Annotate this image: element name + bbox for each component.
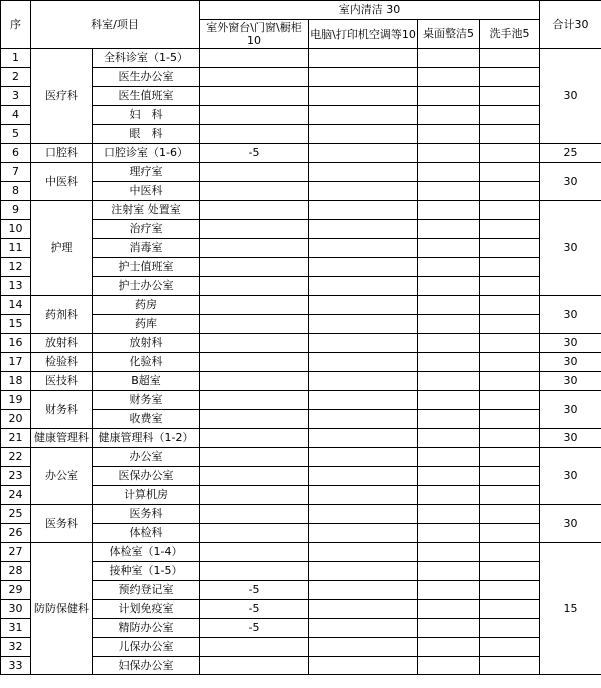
dept-medaffairs: 医务科 [31,505,93,543]
score-cell [480,372,540,391]
row-number: 24 [1,486,31,505]
score-cell [309,239,418,258]
score-cell [200,410,309,429]
score-cell [309,486,418,505]
score-cell [200,296,309,315]
score-cell [200,524,309,543]
score-cell [309,182,418,201]
room-name: 中医科 [93,182,200,201]
score-cell [480,144,540,163]
score-cell [418,391,480,410]
room-name: 儿保办公室 [93,638,200,657]
score-cell [200,87,309,106]
score-cell [309,277,418,296]
row-number: 5 [1,125,31,144]
row-number: 15 [1,315,31,334]
room-name: 收费室 [93,410,200,429]
score-cell [418,277,480,296]
total-medical: 30 [540,49,601,144]
total-prevention: 15 [540,543,601,675]
total-lab: 30 [540,353,601,372]
score-cell [418,524,480,543]
score-cell [309,638,418,657]
dept-prevention: 防防保健科 [31,543,93,675]
row-number: 8 [1,182,31,201]
row-number: 18 [1,372,31,391]
room-name: 医生值班室 [93,87,200,106]
row-number: 4 [1,106,31,125]
row-number: 14 [1,296,31,315]
score-cell [418,163,480,182]
score-cell [309,410,418,429]
score-cell [480,315,540,334]
score-cell [200,562,309,581]
score-cell [418,467,480,486]
score-cell [418,315,480,334]
score-cell [200,657,309,675]
score-cell [480,49,540,68]
score-cell [309,657,418,675]
row-number: 11 [1,239,31,258]
row-number: 13 [1,277,31,296]
row-number: 32 [1,638,31,657]
score-cell [480,467,540,486]
row-number: 23 [1,467,31,486]
room-name: 医务科 [93,505,200,524]
score-cell [480,106,540,125]
score-cell [418,619,480,638]
score-cell [309,600,418,619]
room-name: 妇 科 [93,106,200,125]
room-name: 治疗室 [93,220,200,239]
dept-office: 办公室 [31,448,93,505]
score-cell [200,429,309,448]
score-cell [418,68,480,87]
room-name: 药房 [93,296,200,315]
room-name: 接种室（1-5） [93,562,200,581]
total-finance: 30 [540,391,601,429]
header-col-desk: 桌面整洁5 [418,20,480,49]
row-number: 33 [1,657,31,675]
room-name: 财务室 [93,391,200,410]
score-cell [200,163,309,182]
score-cell [200,467,309,486]
score-cell [480,258,540,277]
header-col-windows: 室外窗台\门窗\橱柜10 [200,20,309,49]
score-cell [309,334,418,353]
row-number: 1 [1,49,31,68]
score-cell [480,486,540,505]
dept-finance: 财务科 [31,391,93,429]
score-cell: -5 [200,619,309,638]
score-cell [480,448,540,467]
score-cell [418,106,480,125]
score-cell [480,239,540,258]
score-cell [309,391,418,410]
score-cell [309,372,418,391]
score-cell [309,258,418,277]
room-name: 计划免疫室 [93,600,200,619]
score-cell [309,220,418,239]
score-cell [309,581,418,600]
score-cell [480,505,540,524]
room-name: 眼 科 [93,125,200,144]
header-seq: 序 [1,1,31,49]
row-number: 19 [1,391,31,410]
score-cell [309,87,418,106]
room-name: 护士办公室 [93,277,200,296]
row-number: 20 [1,410,31,429]
dept-dental: 口腔科 [31,144,93,163]
score-cell [480,277,540,296]
score-cell [418,334,480,353]
total-medtech: 30 [540,372,601,391]
score-cell [480,201,540,220]
room-name: 消毒室 [93,239,200,258]
score-cell [309,543,418,562]
room-name: 全科诊室（1-5） [93,49,200,68]
score-cell [200,201,309,220]
score-cell [418,657,480,675]
total-pharmacy: 30 [540,296,601,334]
score-cell [309,619,418,638]
score-cell [418,182,480,201]
score-cell [418,600,480,619]
score-cell [309,163,418,182]
score-cell [309,467,418,486]
score-cell [309,353,418,372]
score-cell [418,258,480,277]
total-nursing: 30 [540,201,601,296]
score-cell [200,106,309,125]
score-cell [418,220,480,239]
score-cell [418,296,480,315]
score-cell [480,334,540,353]
score-cell [418,581,480,600]
score-cell [309,68,418,87]
room-name: 体检科 [93,524,200,543]
row-number: 26 [1,524,31,543]
score-cell [309,429,418,448]
score-cell [480,581,540,600]
score-cell [418,562,480,581]
row-number: 31 [1,619,31,638]
score-cell [309,562,418,581]
room-name: 药库 [93,315,200,334]
score-cell [418,638,480,657]
score-cell [200,277,309,296]
score-cell: -5 [200,600,309,619]
score-cell [200,353,309,372]
score-cell [200,505,309,524]
score-cell [309,448,418,467]
score-cell [480,87,540,106]
total-office: 30 [540,448,601,505]
score-cell: -5 [200,144,309,163]
score-cell [309,144,418,163]
dept-medtech: 医技科 [31,372,93,391]
room-name: 护士值班室 [93,258,200,277]
dept-pharmacy: 药剂科 [31,296,93,334]
score-cell [309,524,418,543]
room-name: 健康管理科（1-2） [93,429,200,448]
row-number: 21 [1,429,31,448]
dept-lab: 检验科 [31,353,93,372]
score-cell [418,353,480,372]
score-cell [480,638,540,657]
score-cell [480,391,540,410]
room-name: 理疗室 [93,163,200,182]
row-number: 25 [1,505,31,524]
score-cell: -5 [200,581,309,600]
room-name: 口腔诊室（1-6） [93,144,200,163]
room-name: 医保办公室 [93,467,200,486]
score-cell [480,353,540,372]
room-name: 预约登记室 [93,581,200,600]
score-cell [418,144,480,163]
room-name: 计算机房 [93,486,200,505]
score-cell [480,600,540,619]
score-cell [200,182,309,201]
score-cell [309,201,418,220]
room-name: 医生办公室 [93,68,200,87]
score-cell [418,486,480,505]
row-number: 3 [1,87,31,106]
score-cell [480,429,540,448]
score-cell [480,410,540,429]
score-cell [200,391,309,410]
row-number: 29 [1,581,31,600]
score-cell [418,448,480,467]
row-number: 12 [1,258,31,277]
row-number: 10 [1,220,31,239]
header-total: 合计30 [540,1,601,49]
score-cell [418,239,480,258]
score-cell [480,562,540,581]
score-cell [200,125,309,144]
score-cell [200,258,309,277]
room-name: B超室 [93,372,200,391]
score-cell [200,448,309,467]
score-cell [480,657,540,675]
score-cell [480,543,540,562]
score-cell [309,125,418,144]
score-cell [309,106,418,125]
dept-radiology: 放射科 [31,334,93,353]
header-indoor-cleaning: 室内清洁 30 [200,1,540,20]
score-cell [200,315,309,334]
total-health-mgmt: 30 [540,429,601,448]
score-cell [309,505,418,524]
score-cell [309,315,418,334]
score-cell [418,429,480,448]
score-cell [200,334,309,353]
row-number: 6 [1,144,31,163]
header-dept-room: 科室/项目 [31,1,200,49]
score-cell [200,486,309,505]
room-name: 注射室 处置室 [93,201,200,220]
row-number: 27 [1,543,31,562]
score-cell [480,296,540,315]
score-cell [418,125,480,144]
dept-health-mgmt: 健康管理科 [31,429,93,448]
score-cell [200,68,309,87]
score-cell [418,201,480,220]
score-cell [480,68,540,87]
row-number: 22 [1,448,31,467]
score-cell [480,163,540,182]
score-cell [200,239,309,258]
score-cell [309,49,418,68]
dept-tcm: 中医科 [31,163,93,201]
score-cell [480,182,540,201]
room-name: 办公室 [93,448,200,467]
score-cell [480,220,540,239]
room-name: 精防办公室 [93,619,200,638]
score-cell [480,619,540,638]
row-number: 30 [1,600,31,619]
total-medaffairs: 30 [540,505,601,543]
row-number: 7 [1,163,31,182]
dept-nursing: 护理 [31,201,93,296]
score-cell [200,372,309,391]
score-cell [418,49,480,68]
row-number: 9 [1,201,31,220]
score-cell [480,524,540,543]
room-name: 放射科 [93,334,200,353]
score-cell [200,543,309,562]
room-name: 化验科 [93,353,200,372]
room-name: 妇保办公室 [93,657,200,675]
score-cell [200,49,309,68]
header-col-computers: 电脑\打印机空调等10 [309,20,418,49]
score-cell [480,125,540,144]
row-number: 16 [1,334,31,353]
score-cell [418,372,480,391]
total-tcm: 30 [540,163,601,201]
score-cell [309,296,418,315]
room-name: 体检室（1-4） [93,543,200,562]
row-number: 2 [1,68,31,87]
score-cell [418,505,480,524]
row-number: 17 [1,353,31,372]
total-dental: 25 [540,144,601,163]
score-cell [200,638,309,657]
score-cell [200,220,309,239]
row-number: 28 [1,562,31,581]
score-cell [418,87,480,106]
score-cell [418,410,480,429]
total-radiology: 30 [540,334,601,353]
header-col-sink: 洗手池5 [480,20,540,49]
score-cell [418,543,480,562]
dept-medical: 医疗科 [31,49,93,144]
